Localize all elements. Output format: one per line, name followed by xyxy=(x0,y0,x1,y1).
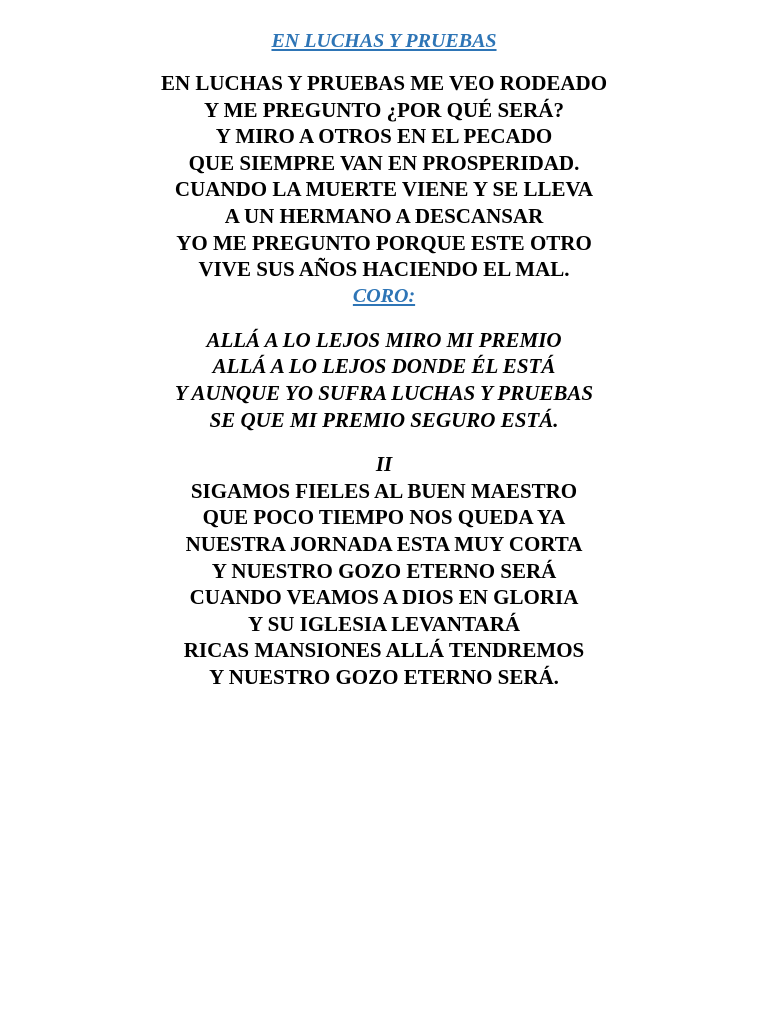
verse-2-line: Y NUESTRO GOZO ETERNO SERÁ xyxy=(211,558,557,583)
verse-2-line: CUANDO VEAMOS A DIOS EN GLORIA xyxy=(189,585,579,610)
verse-1-line: VIVE SUS AÑOS HACIENDO EL MAL. xyxy=(198,257,570,282)
verse-2-line: Y NUESTRO GOZO ETERNO SERÁ. xyxy=(209,664,559,689)
chorus xyxy=(0,327,768,433)
song-title: EN LUCHAS Y PRUEBAS xyxy=(271,30,497,52)
chorus-line: ALLÁ A LO LEJOS DONDE ÉL ESTÁ xyxy=(212,354,556,379)
verse-2-line: QUE POCO TIEMPO NOS QUEDA YA xyxy=(202,505,566,530)
chorus-line: SE QUE MI PREMIO SEGURO ESTÁ. xyxy=(209,407,559,432)
verse-1-line: A UN HERMANO A DESCANSAR xyxy=(224,203,544,228)
verse-1-line: EN LUCHAS Y PRUEBAS ME VEO RODEADO xyxy=(160,71,608,95)
verse-2 xyxy=(0,451,768,690)
chorus-line: Y AUNQUE YO SUFRA LUCHAS Y PRUEBAS xyxy=(174,380,594,405)
chorus-label-wrapper xyxy=(0,283,768,327)
verse-2-line: SIGAMOS FIELES AL BUEN MAESTRO xyxy=(190,478,578,503)
title-wrapper xyxy=(0,28,768,70)
verse-1 xyxy=(0,70,768,283)
verse-1-line: Y ME PREGUNTO ¿POR QUÉ SERÁ? xyxy=(204,97,564,122)
verse-2-line: RICAS MANSIONES ALLÁ TENDREMOS xyxy=(183,638,585,663)
verse-2-line: NUESTRA JORNADA ESTA MUY CORTA xyxy=(185,531,583,556)
verse-1-line: QUE SIEMPRE VAN EN PROSPERIDAD. xyxy=(188,150,580,175)
chorus-line: ALLÁ A LO LEJOS MIRO MI PREMIO xyxy=(206,327,562,352)
verse-2-line: Y SU IGLESIA LEVANTARÁ xyxy=(247,611,521,636)
chorus-label: CORO: xyxy=(352,284,416,307)
verse-1-line: YO ME PREGUNTO PORQUE ESTE OTRO xyxy=(176,230,592,255)
verse-1-line: Y MIRO A OTROS EN EL PECADO xyxy=(215,124,553,149)
verse-1-line: CUANDO LA MUERTE VIENE Y SE LLEVA xyxy=(174,177,594,202)
verse-number: II xyxy=(375,452,393,477)
